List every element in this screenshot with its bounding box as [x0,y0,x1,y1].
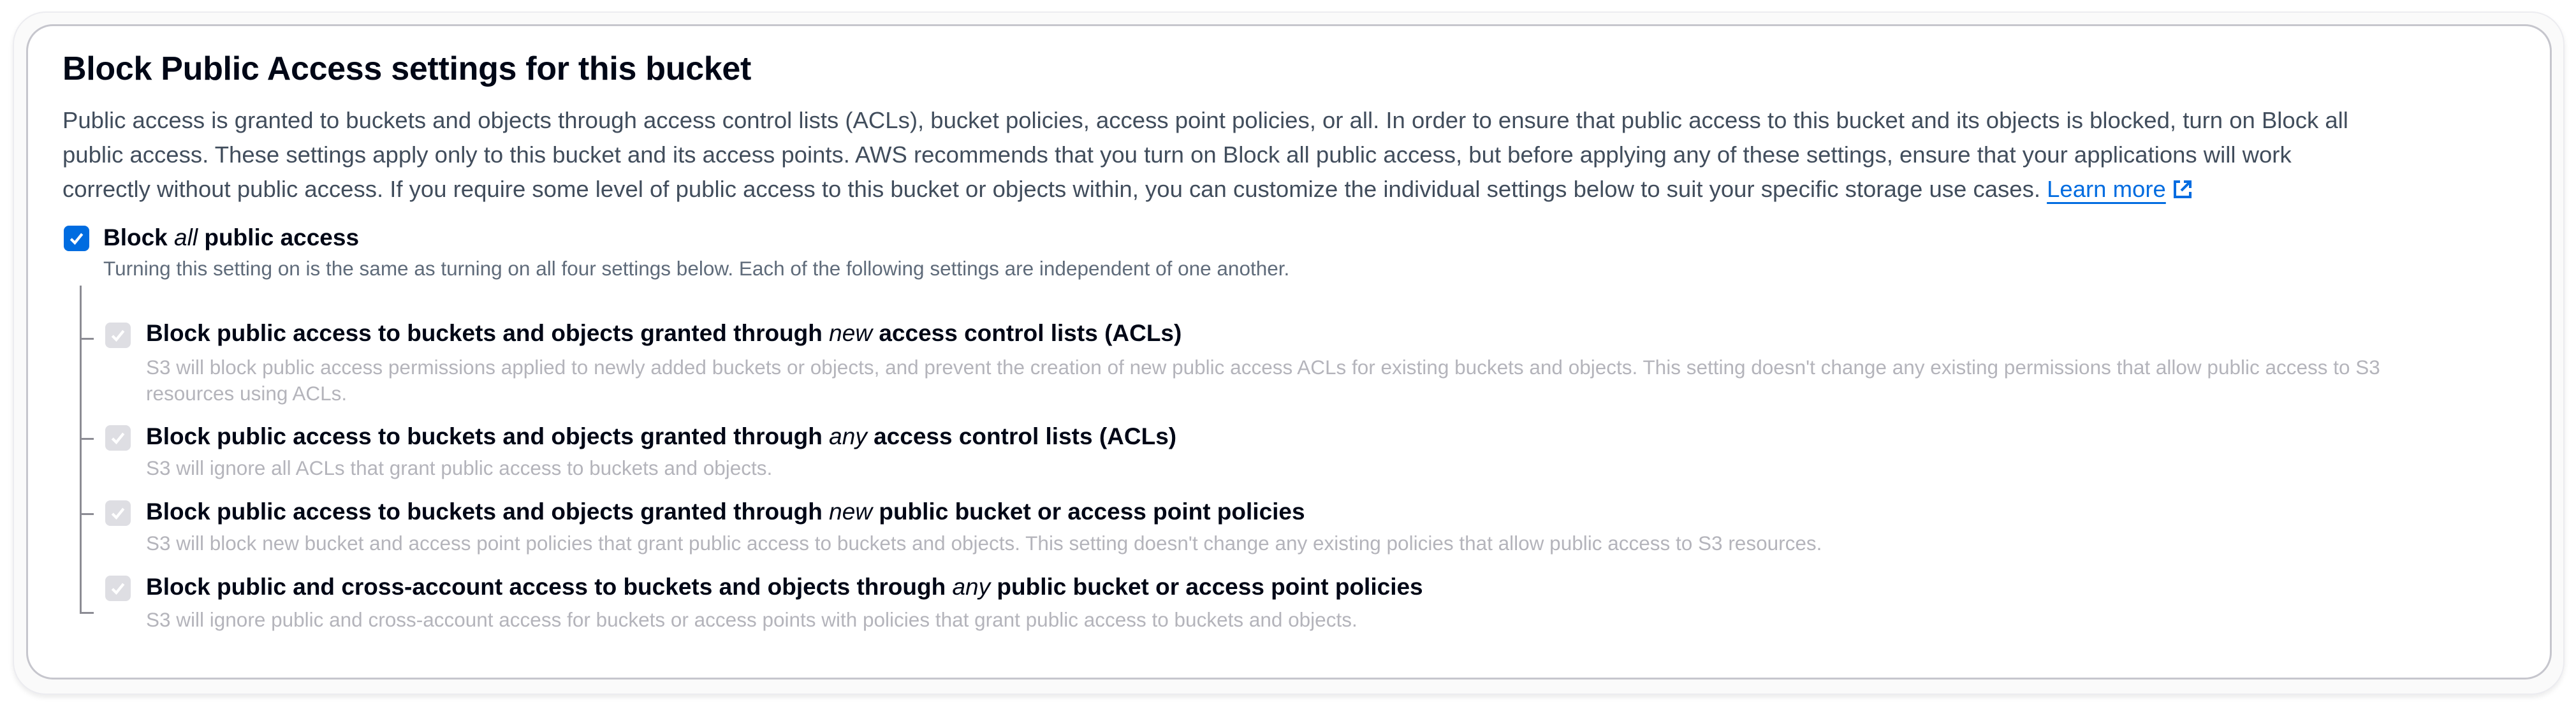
setting-label [146,423,1176,450]
setting-label [146,574,1423,600]
setting-label [146,320,1182,347]
label-text: Block public access to buckets and objects granted through [146,423,830,449]
setting-checkbox-disabled[interactable] [105,576,131,601]
check-icon [68,229,85,247]
block-all-description: Turning this setting on is the same as turning on all four settings below. Each of the following settings are independent of one another. [103,257,1290,280]
label-text: Block [103,224,175,251]
section-description-line-2: public access. These settings apply only to this bucket and its access points. AWS recommends that you turn on Block all public access, but before applying any of these settings, ensure that your applications will work [62,142,2292,168]
section-description-line-1: Public access is granted to buckets and objects through access control lists (ACLs), bucket policies, access point policies, or all. In order to ensure that public access to this bucket and its objects is blocked, turn on Block all [62,107,2348,133]
label-text: public bucket or access point policies [872,498,1305,525]
block-all-checkbox[interactable] [64,226,89,251]
label-emphasis: any [952,574,991,600]
block-all-label[interactable] [103,224,359,251]
check-icon [109,429,127,447]
check-icon [109,579,127,597]
tree-line [80,286,82,613]
tree-branch [80,513,94,515]
setting-description: S3 will ignore all ACLs that grant public access to buckets and objects. [146,456,773,479]
label-text: Block public access to buckets and objects granted through [146,498,830,525]
setting-description: resources using ACLs. [146,382,348,405]
setting-checkbox-disabled[interactable] [105,500,131,526]
external-link-icon[interactable] [2172,179,2193,200]
learn-more-label: Learn more [2047,176,2166,202]
setting-checkbox-disabled[interactable] [105,425,131,451]
setting-description: S3 will ignore public and cross-account access for buckets or access points with policies that grant public access to buckets and objects. [146,608,1358,631]
label-text: access control lists (ACLs) [867,423,1177,449]
description-text: correctly without public access. If you require some level of public access to this bucket or objects within, you can customize the individual settings below to suit your specific storage use cases. [62,176,2040,202]
label-text: access control lists (ACLs) [872,320,1182,346]
label-emphasis: new [829,320,873,346]
label-text: Block public and cross-account access to buckets and objects through [146,574,953,600]
label-text: public bucket or access point policies [990,574,1423,600]
check-icon [109,326,127,344]
tree-branch [80,612,94,614]
label-text: Block public access to buckets and objects granted through [146,320,830,346]
section-description-line-3 [62,176,2193,203]
tree-branch [80,438,94,440]
tree-branch [80,338,94,340]
label-emphasis: any [829,423,867,449]
section-title: Block Public Access settings for this bucket [62,50,752,87]
label-text: public access [198,224,360,251]
setting-description: S3 will block public access permissions applied to newly added buckets or objects, and prevent the creation of new public access ACLs for existing buckets and objects. This setting doesn't change any existing permissions that allow public access to S3 [146,356,2380,379]
learn-more-link[interactable] [2047,176,2166,202]
label-emphasis: all [174,224,198,251]
check-icon [109,504,127,522]
setting-checkbox-disabled[interactable] [105,323,131,348]
setting-label [146,498,1305,525]
label-emphasis: new [829,498,873,525]
setting-description: S3 will block new bucket and access point policies that grant public access to buckets and objects. This setting doesn't change any existing policies that allow public access to S3 resources. [146,532,1822,555]
